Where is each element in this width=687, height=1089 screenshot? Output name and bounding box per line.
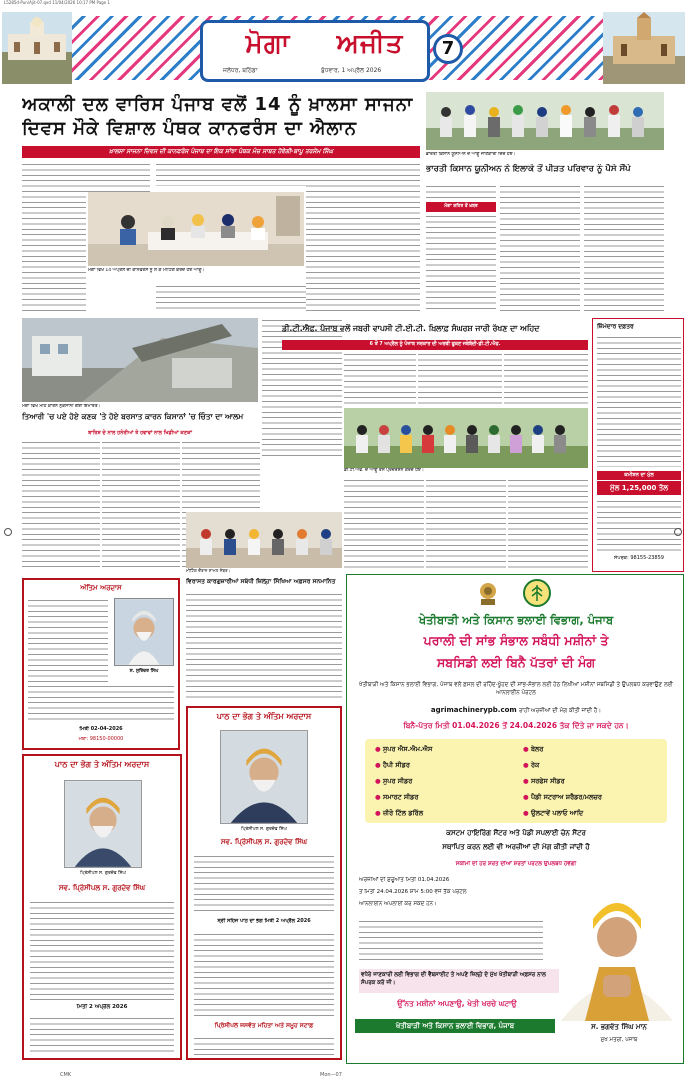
mid-left-headline: ਤਿਆਰੀ 'ਚ ਪਏ ਹੋਏ ਕਣਕ 'ਤੇ ਹੋਏ ਬਰਸਾਤ ਕਾਰਨ ਕਿਸਾਨਾਂ 'ਚ ਚਿੰਤਾ ਦਾ ਆਲਮ — [22, 412, 244, 421]
side-notice — [592, 318, 684, 572]
ad-intro: ਖੇਤੀਬਾੜੀ ਅਤੇ ਕਿਸਾਨ ਭਲਾਈ ਵਿਭਾਗ, ਪੰਜਾਬ ਵਲੋਂ ਫ਼ਸਲ ਦੀ ਰਹਿੰਦ-ਖੂੰਹਦ ਦੀ ਸਾਂਭ-ਸੰਭਾਲ ਲਈ ਹੇਠ ਲਿਖੀਆਂ ਮਸ਼ੀਨਾਂ ਸਬਸਿਡੀ ਤੇ ਉਪਲਬਧ ਕਰਵਾਉਣ ਲਈ ਆਨਲਾਈਨ ਪੋਰਟਲ — [359, 682, 673, 696]
mid-right-col-4 — [344, 478, 424, 570]
obit-left-bottom-text — [30, 900, 174, 1000]
right-top-col-2 — [500, 184, 580, 312]
mid-right-photo — [344, 408, 588, 468]
ad-dept-title: ਖੇਤੀਬਾੜੀ ਅਤੇ ਕਿਸਾਨ ਭਲਾਈ ਵਿਭਾਗ, ਪੰਜਾਬ — [418, 613, 614, 627]
ad-dates-2: ਤੋਂ ਮਿਤੀ 24.04.2026 ਸ਼ਾਮ 5:00 ਵਜੇ ਤੱਕ ਪੋਰਟਲ — [359, 889, 467, 895]
ad-fine-print — [359, 919, 543, 963]
obit-left-bottom-name: ਸਵ. ਪ੍ਰਿੰਸੀਪਲ ਸ. ਗੁਰਦੇਵ ਸਿੰਘ — [58, 884, 146, 892]
mid-right-col-2 — [418, 352, 502, 406]
obit-center — [186, 578, 342, 1060]
footer-left: CMK — [60, 1072, 72, 1078]
cm-portrait — [555, 871, 679, 1021]
obit-center-name: ਸਵ. ਪ੍ਰਿੰਸੀਪਲ ਸ. ਗੁਰਦੇਵ ਸਿੰਘ — [220, 838, 308, 846]
masthead-left-title: ਮੋਗਾ — [245, 29, 291, 59]
footer-center: Mon—07 — [320, 1072, 342, 1078]
obit-left-top-date: ਮਿਤੀ 02-04-2026 — [79, 726, 123, 732]
lead-col-5 — [156, 284, 306, 312]
lower-mid-col-1 — [262, 318, 342, 458]
ad-dates-3: ਆਨਲਾਈਨ ਅਪਲਾਈ ਕਰ ਸਕਦੇ ਹਨ। — [359, 901, 437, 907]
agri-dept-logo-icon — [523, 579, 551, 607]
right-top-photo-caption: ਭਾਰਤੀ ਕਿਸਾਨ ਯੂਨੀਅਨ ਦੇ ਆਗੂ ਜਾਣਕਾਰੀ ਦਿੰਦੇ ਹੋਏ। — [426, 152, 516, 157]
ad-subtitle-1: ਪਰਾਲੀ ਦੀ ਸਾਂਭ ਸੰਭਾਲ ਸਬੰਧੀ ਮਸ਼ੀਨਾਂ ਤੇ — [423, 633, 609, 648]
emblem-icon — [475, 579, 501, 607]
right-top-tag: ਮੋਗਾ ਸ਼ਹਿਰ ਤੋਂ ਖ਼ਬਰ — [426, 202, 496, 212]
ad-deadline: ਬਿਨੈ-ਪੱਤਰ ਮਿਤੀ 01.04.2026 ਤੋਂ 24.04.2026 ਤੱਕ ਦਿੱਤੇ ਜਾ ਸਕਦੇ ਹਨ। — [403, 721, 629, 730]
ad-crm-line-1: ਕਸਟਮ ਹਾਇਰਿੰਗ ਸੈਂਟਰ ਅਤੇ ਪੈਡੀ ਸਪਲਾਈ ਚੇਨ ਸੈਂਟਰ — [446, 829, 586, 837]
lower-mid-headline: ਵਿਰਾਸਤ ਕਾਰਗੁਜ਼ਾਰੀਆਂ ਸਬੰਧੀ ਜ਼ਿਲ੍ਹਾ ਸਿੱਖਿਆ ਅਫ਼ਸਰ ਸਨਮਾਨਿਤ — [186, 578, 336, 585]
mid-left-photo-caption: ਮੋਗਾ ਵਿਖੇ ਮੀਂਹ ਕਾਰਨ ਨੁਕਸਾਨੀ ਗਈ ਇਮਾਰਤ। — [22, 404, 101, 409]
print-meta: L5285d-Pun/Ajit-07.qxd 11/04/2026 10:17 PM Page 1 — [4, 0, 110, 5]
lead-headline-line2: ਦਿਵਸ ਮੌਕੇ ਵਿਸ਼ਾਲ ਪੰਥਕ ਕਾਨਫਰੰਸ ਦਾ ਐਲਾਨ — [22, 118, 357, 139]
machine-item: ● ਜ਼ੀਰੋ ਟਿੱਲ ਡਰਿੱਲ — [375, 809, 424, 817]
obit-center-title: ਪਾਠ ਦਾ ਭੋਗ ਤੇ ਅੰਤਿਮ ਅਰਦਾਸ — [216, 712, 312, 721]
lower-mid-col-2 — [186, 592, 342, 702]
mid-right-photo-caption: ਡੀ.ਟੀ.ਐਫ. ਦੇ ਆਗੂ ਰੋਸ ਪ੍ਰਦਰਸ਼ਨ ਕਰਦੇ ਹੋਏ। — [344, 468, 424, 473]
right-top-col-3 — [584, 184, 664, 312]
ad-machine-list — [365, 739, 667, 823]
lead-photo — [88, 192, 304, 266]
mid-right-col-6 — [508, 478, 588, 570]
mid-left-photo — [22, 318, 258, 402]
obit-center-date: ਸ੍ਰੀ ਸਹਿਜ ਪਾਠ ਦਾ ਭੋਗ ਮਿਤੀ 2 ਅਪ੍ਰੈਲ 2026 — [217, 918, 311, 924]
machine-item: ● ਪੈਡੀ ਸਟਰਾਅ ਸ਼ਰੈਡਰ/ਮਲਚਰ — [523, 793, 602, 801]
obit-left-top-photo — [114, 598, 174, 666]
machine-item: ● ਰੇਕ — [523, 761, 540, 769]
lower-mid-photo — [186, 512, 342, 568]
machine-item: ● ਸਮਾਰਟ ਸੀਡਰ — [375, 793, 419, 801]
mid-left-col-1 — [22, 440, 100, 570]
obit-left-top-text-2 — [28, 684, 174, 724]
obit-left-bottom-date: ਮਿਤੀ 2 ਅਪ੍ਰੈਲ 2026 — [76, 1004, 128, 1010]
registration-mark-icon — [674, 528, 682, 536]
masthead-city: ਜਲੰਧਰ, ਬਠਿੰਡਾ — [223, 67, 258, 74]
side-notice-price: ਮੁੱਲ 1,25,000 ਤੋਲ — [597, 481, 681, 495]
agri-ad — [346, 574, 684, 1064]
obit-left-bottom-photo — [64, 780, 142, 868]
obit-left-top-text-1 — [28, 598, 108, 682]
lead-headline-line1: ਅਕਾਲੀ ਦਲ ਵਾਰਿਸ ਪੰਜਾਬ ਵਲੋਂ 14 ਨੂੰ ਖ਼ਾਲਸਾ ਸਾਜਨਾ — [22, 94, 414, 115]
lead-col-1 — [22, 162, 86, 312]
side-notice-title: ਜ਼ਿੰਮੇਦਾਰ ਦਫ਼ਤਰ — [597, 323, 634, 330]
ad-dept-footer: ਖੇਤੀਬਾੜੀ ਅਤੇ ਕਿਸਾਨ ਭਲਾਈ ਵਿਭਾਗ, ਪੰਜਾਬ — [355, 1019, 555, 1033]
machine-item: ● ਬੇਲਰ — [523, 745, 544, 753]
mid-right-col-1 — [344, 352, 416, 406]
machine-item: ● ਉਲਟਾਵੇਂ ਪਲਾਓ ਆਦਿ — [523, 809, 584, 817]
ad-portal-url[interactable]: agrimachinerypb.com — [430, 706, 517, 714]
ad-slogan: ਉੱਨਤ ਮਸ਼ੀਨਾਂ ਅਪਣਾਉ, ਖੇਤੀ ਖਰਚੇ ਘਟਾਉ — [397, 999, 517, 1008]
mid-right-headline: ਡੀ.ਟੀ.ਐਫ. ਪੰਜਾਬ ਵਲੋਂ ਜਬਰੀ ਵਾਪਸੀ ਟੀ.ਈ.ਟੀ. ਖ਼ਿਲਾਫ਼ ਸੰਘਰਸ਼ ਜਾਰੀ ਰੱਖਣ ਦਾ ਅਹਿਦ — [282, 324, 540, 333]
lead-col-3 — [236, 162, 306, 186]
right-top-photo — [426, 92, 664, 150]
ad-crm-line-2: ਸਥਾਪਿਤ ਕਰਨ ਲਈ ਵੀ ਅਰਜ਼ੀਆਂ ਦੀ ਮੰਗ ਕੀਤੀ ਜਾਂਦੀ ਹੈ — [442, 843, 590, 851]
masthead — [0, 8, 687, 88]
right-top-headline: ਭਾਰਤੀ ਕਿਸਾਨ ਯੂਨੀਅਨ ਨੇ ਇਲਾਕੇ ਤੋਂ ਪੀੜਤ ਪਰਿਵਾਰ ਨੂੰ ਪੈਸੇ ਸੌਂਪੇ — [426, 164, 631, 174]
obit-left-top-name: ਸ. ਸੁਰਿੰਦਰ ਸਿੰਘ — [129, 669, 159, 674]
side-notice-body — [597, 335, 681, 467]
side-notice-body-2 — [597, 499, 681, 551]
lead-col-1b — [86, 162, 150, 192]
ad-portal-tail: ਰਾਹੀਂ ਅਰਜ਼ੀਆਂ ਦੀ ਮੰਗ ਕੀਤੀ ਜਾਂਦੀ ਹੈ। — [518, 708, 602, 714]
obit-left-bottom-text-2 — [30, 1016, 174, 1056]
lead-photo-caption: ਮੋਗਾ ਵਿਖੇ 14 ਅਪ੍ਰੈਲ ਦੀ ਕਾਨਫਰੰਸ ਨੂੰ ਲੈ ਕੇ ਮੀਟਿੰਗ ਕਰਦੇ ਹੋਏ ਆਗੂ। — [88, 268, 205, 273]
masthead-title-box — [200, 20, 430, 82]
obit-center-text-3 — [194, 1036, 334, 1056]
masthead-right-photo — [603, 12, 685, 84]
masthead-right-title: ਅਜੀਤ — [336, 29, 404, 59]
ad-portal-line — [355, 706, 677, 717]
lead-col-2 — [156, 162, 236, 186]
mid-right-subhead: 6 ਤੋਂ 7 ਅਪ੍ਰੈਲ ਨੂੰ ਪੰਜਾਬ ਸਰਕਾਰ ਦੀ ਅਰਥੀ ਫੂਕਣ ਜਥੇਬੰਦੀ-ਡੀ.ਟੀ.ਐਫ. — [282, 340, 588, 350]
side-notice-price-label: ਕਮੀਸ਼ਨ ਦਾ ਮੁੱਲ — [597, 471, 681, 480]
mid-right-col-3 — [504, 352, 588, 406]
lead-col-4 — [306, 162, 420, 312]
obit-left-bottom-caption: ਪ੍ਰਿੰਸੀਪਲ ਸ. ਗੁਰਦੇਵ ਸਿੰਘ — [80, 871, 126, 876]
cm-name: ਸ. ਭਗਵੰਤ ਸਿੰਘ ਮਾਨ — [591, 1023, 647, 1031]
machine-item: ● ਹੈਪੀ ਸੀਡਰ — [375, 761, 410, 769]
obit-center-box — [186, 706, 342, 1060]
obit-center-photo — [220, 730, 308, 824]
ad-dates-1: ਅਰਜ਼ੀਆਂ ਦੀ ਸ਼ੁਰੂਆਤ ਮਿਤੀ 01.04.2026 — [359, 877, 450, 883]
registration-mark-icon — [4, 528, 12, 536]
footer — [0, 1068, 687, 1086]
obit-left-top-phone: ਮੋਬਾ: 98150-00000 — [78, 736, 124, 742]
obit-left-top — [22, 578, 180, 750]
obit-left-bottom-title: ਪਾਠ ਦਾ ਭੋਗ ਤੇ ਅੰਤਿਮ ਅਰਦਾਸ — [54, 760, 150, 769]
lower-mid-photo-caption: ਮੀਟਿੰਗ ਦੌਰਾਨ ਸ਼ਾਮਲ ਮੈਂਬਰ। — [186, 568, 231, 573]
right-top-col-1 — [426, 184, 496, 200]
right-top-col-1b — [426, 214, 496, 312]
mid-left-col-2 — [102, 440, 180, 570]
mid-left-subhead: ਬਾਰਿਸ਼ ਦੇ ਨਾਲ ਹਨੇਰੀਆਂ ਤੇ ਹਵਾਵਾਂ ਨਾਲ ਖਿਡੀਆਂ ਕਣਕਾਂ — [22, 428, 258, 438]
obit-center-text — [194, 854, 334, 914]
cm-title: ਮੁੱਖ ਮੰਤਰੀ, ਪੰਜਾਬ — [600, 1037, 638, 1043]
mid-right-col-5 — [426, 478, 506, 570]
machine-item: ● ਸਰਫੇਸ ਸੀਡਰ — [523, 777, 565, 785]
ad-footer-note: ਵਧੇਰੇ ਜਾਣਕਾਰੀ ਲਈ ਵਿਭਾਗ ਦੀ ਵੈਬਸਾਈਟ ਤੇ ਅਪਣੇ ਜ਼ਿਲ੍ਹੇ ਦੇ ਮੁੱਖ ਖੇਤੀਬਾੜੀ ਅਫ਼ਸਰ ਨਾਲ ਸੰਪਰਕ ਕਰੋ ਜੀ। — [359, 969, 559, 993]
lead-subhead: ਖ਼ਾਲਸਾ ਸਾਜਨਾ ਦਿਵਸ ਦੀ ਕਾਨਫਰੰਸ ਪੰਜਾਬ ਦਾ ਇਕ ਸਾਂਝਾ ਪੰਥਕ ਮੰਚ ਸਾਬਤ ਹੋਵੇਗੀ-ਬਾਪੂ ਤਰਸੇਮ ਸਿੰਘ — [22, 146, 420, 158]
obit-center-text-2 — [194, 932, 334, 1018]
obit-center-caption: ਪ੍ਰਿੰਸੀਪਲ ਸ. ਗੁਰਦੇਵ ਸਿੰਘ — [241, 827, 287, 832]
masthead-date: ਬੁੱਧਵਾਰ, 1 ਅਪ੍ਰੈਲ 2026 — [321, 67, 382, 74]
obit-left-bottom — [22, 754, 182, 1060]
machine-item: ● ਸੁਪਰ ਐਸ.ਐਮ.ਐਸ — [375, 745, 433, 753]
side-notice-contact: ਸੰਪਰਕ: 98155-23859 — [614, 555, 664, 561]
obit-center-footer: ਪ੍ਰਿੰਸੀਪਲ ਜਸਵੰਤ ਮਹਿਤਾ ਅਤੇ ਸਮੂਹ ਸਟਾਫ਼ — [214, 1022, 314, 1029]
page-number: 7 — [433, 34, 463, 64]
masthead-left-photo — [2, 12, 72, 84]
obit-left-top-title: ਅੰਤਿਮ ਅਰਦਾਸ — [80, 584, 122, 592]
ad-note: ਸਕੀਮੀ ਦੀ ਹਰ ਸ਼ਰਤ ਦੀਆਂ ਸ਼ਰਤਾਂ ਪੋਰਟਲ ਉਪਲਬਧ ਹੋਵੇਗੀ — [455, 861, 577, 867]
ad-subtitle-2: ਸਬਸਿਡੀ ਲਈ ਬਿਨੈ ਪੱਤਰਾਂ ਦੀ ਮੰਗ — [436, 655, 596, 670]
machine-item: ● ਸੁਪਰ ਸੀਡਰ — [375, 777, 413, 785]
